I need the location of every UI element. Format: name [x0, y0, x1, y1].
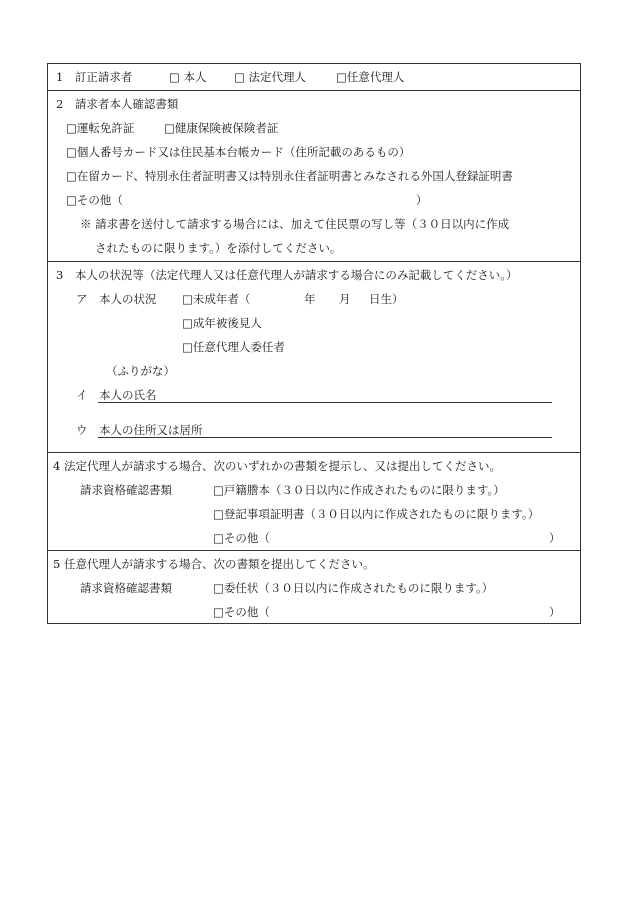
- section-person-status: [48, 261, 580, 452]
- address-field[interactable]: [98, 437, 552, 438]
- birth-month-label: 月: [339, 292, 351, 306]
- checkbox-principal[interactable]: □任意代理人委任者: [182, 340, 285, 354]
- request-form: [47, 63, 581, 624]
- legal-other-close-paren: ）: [549, 531, 561, 545]
- section-voluntary-agent-docs: [48, 550, 580, 623]
- section-legal-agent-docs: [48, 452, 580, 550]
- section-identity-docs: [48, 90, 580, 261]
- birth-day-label: 日生）: [369, 292, 404, 306]
- checkbox-residence-card[interactable]: □在留カード、特別永住者証明書又は特別永住者証明書とみなされる外国人登録証明書: [66, 169, 513, 183]
- checkbox-health-insurance[interactable]: □健康保険被保険者証: [164, 121, 279, 135]
- person-status-heading: 3 本人の状況等（法定代理人又は任意代理人が請求する場合にのみ記載してください。）: [56, 268, 518, 282]
- name-marker: イ: [76, 388, 88, 402]
- checkbox-legal-other[interactable]: □その他（: [213, 531, 270, 545]
- checkbox-voluntary-other[interactable]: □その他（: [213, 605, 270, 619]
- name-label: 本人の氏名: [99, 388, 157, 402]
- voluntary-agent-doc-label: 請求資格確認書類: [80, 581, 172, 595]
- checkbox-other-identity[interactable]: □その他（: [66, 193, 123, 207]
- birth-year-label: 年: [304, 292, 316, 306]
- requester-heading: 1 訂正請求者: [56, 70, 133, 84]
- checkbox-my-number-card[interactable]: □個人番号カード又は住民基本台帳カード（住所記載のあるもの）: [66, 145, 411, 159]
- voluntary-other-close-paren: ）: [549, 605, 561, 619]
- checkbox-family-register[interactable]: □戸籍謄本（３０日以内に作成されたものに限ります。）: [213, 483, 505, 497]
- furigana-label: （ふりがな）: [106, 364, 175, 378]
- checkbox-legal-agent[interactable]: □ 法定代理人: [234, 70, 307, 84]
- status-label: ア 本人の状況: [76, 292, 157, 306]
- other-close-paren: ）: [416, 193, 428, 207]
- mail-note-line1: ※ 請求書を送付して請求する場合には、加えて住民票の写し等（３０日以内に作成: [80, 217, 510, 231]
- legal-agent-heading: 4 法定代理人が請求する場合、次のいずれかの書類を提示し、又は提出してください。: [53, 459, 501, 473]
- address-label: 本人の住所又は居所: [99, 423, 203, 437]
- checkbox-self[interactable]: □ 本人: [169, 70, 207, 84]
- section-requester: [48, 64, 580, 90]
- voluntary-agent-heading: 5 任意代理人が請求する場合、次の書類を提出してください。: [53, 557, 375, 571]
- address-marker: ウ: [76, 423, 88, 437]
- checkbox-minor[interactable]: □未成年者（: [182, 292, 251, 306]
- checkbox-drivers-license[interactable]: □運転免許証: [66, 121, 135, 135]
- checkbox-registry-certificate[interactable]: □登記事項証明書（３０日以内に作成されたものに限ります。）: [213, 507, 540, 521]
- mail-note-line2: されたものに限ります。）を添付してください。: [95, 241, 342, 255]
- legal-agent-doc-label: 請求資格確認書類: [80, 483, 172, 497]
- checkbox-voluntary-agent[interactable]: □任意代理人: [336, 70, 405, 84]
- checkbox-power-of-attorney[interactable]: □委任状（３０日以内に作成されたものに限ります。）: [213, 581, 494, 595]
- checkbox-adult-ward[interactable]: □成年被後見人: [182, 316, 262, 330]
- identity-docs-heading: 2 請求者本人確認書類: [56, 97, 179, 111]
- name-field[interactable]: [98, 402, 552, 403]
